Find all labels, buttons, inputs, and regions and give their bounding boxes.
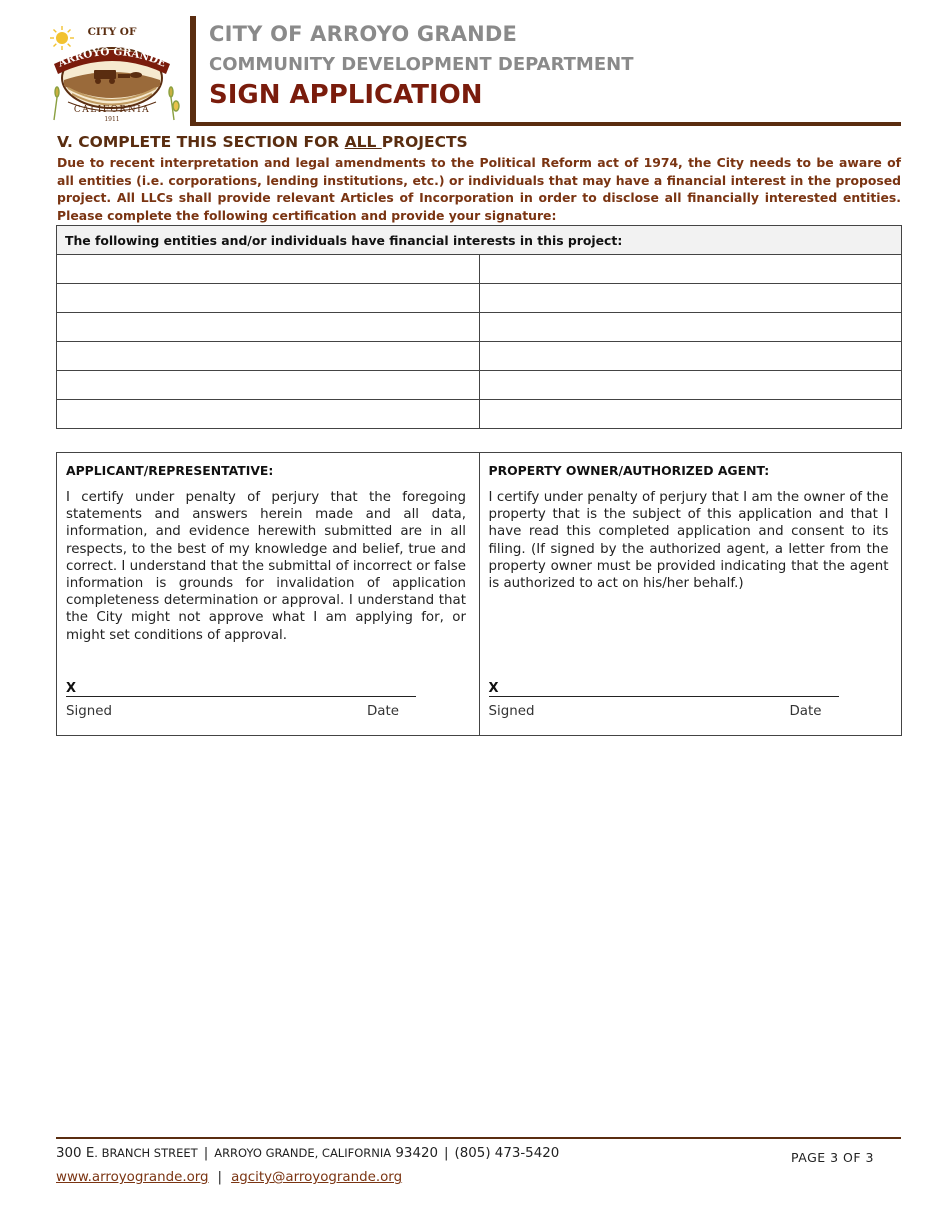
applicant-date-label: Date (367, 704, 400, 719)
applicant-signature-mark: X (66, 681, 77, 696)
seal-year: 1911 (104, 116, 120, 123)
financial-entity-field[interactable] (479, 284, 902, 313)
footer-phone: (805) 473-5420 (454, 1146, 560, 1161)
owner-certification-text: I certify under penalty of perjury that I am the owner of the property that is the subject of this application and that I have read this completed application and consent to its filing. (If signed by the authorized agent, a letter from the property owner must be provided indicating that the agent is authorized to act on his/her behalf.) (488, 490, 889, 592)
seal-banner-text: ARROYO GRANDE (56, 45, 168, 70)
footer-links: www.arroyogrande.org | agcity@arroyogrande.org (56, 1170, 403, 1185)
page-number: PAGE 3 OF 3 (791, 1150, 875, 1165)
table-row (57, 284, 902, 313)
section-heading-emphasis: ALL (344, 133, 382, 151)
city-name: CITY OF ARROYO GRANDE (209, 22, 518, 46)
financial-entity-field[interactable] (57, 255, 480, 284)
owner-title: PROPERTY OWNER/AUTHORIZED AGENT: (488, 463, 770, 478)
financial-entity-field[interactable] (57, 284, 480, 313)
applicant-signed-label: Signed (66, 704, 112, 719)
city-seal-logo (46, 20, 182, 124)
financial-entity-field[interactable] (479, 371, 902, 400)
financial-entity-field[interactable] (479, 313, 902, 342)
footer-zip: 93420 (395, 1146, 439, 1161)
financial-entity-field[interactable] (479, 400, 902, 429)
applicant-certification-box (57, 453, 480, 736)
certification-table (56, 452, 902, 736)
owner-signed-label: Signed (488, 704, 535, 719)
applicant-certification-text: I certify under penalty of perjury that the foregoing statements and answers herein made and all data, information, and evidence herewith submitted are in all respects, to the best of my knowledge and belief, true and correct. I understand that the submittal of incorrect or false information is grounds for invalidation of application completeness determination or approval. I understand that the City might not approve what I am applying for, or might set conditions of approval. (66, 490, 466, 643)
footer-city: ARROYO GRANDE, CALIFORNIA (214, 1146, 392, 1160)
applicant-signature-line[interactable] (66, 696, 416, 697)
footer-street-number: 300 E (56, 1146, 95, 1161)
footer-street: . BRANCH STREET (94, 1146, 198, 1160)
seal-bottom-text: CALIFORNIA (73, 105, 151, 115)
financial-entity-field[interactable] (57, 313, 480, 342)
header-horizontal-rule (190, 122, 901, 126)
owner-signature-line[interactable] (489, 696, 839, 697)
owner-signature-mark: X (488, 681, 499, 696)
table-row (57, 371, 902, 400)
section-heading (57, 133, 468, 151)
financial-entity-field[interactable] (57, 400, 480, 429)
sun-icon (50, 26, 74, 50)
owner-date-label: Date (789, 704, 822, 719)
financial-interest-table (56, 225, 902, 429)
page-title: SIGN APPLICATION (209, 80, 483, 110)
section-heading-pre: V. COMPLETE THIS SECTION FOR (57, 133, 345, 151)
applicant-title: APPLICANT/REPRESENTATIVE: (66, 463, 274, 478)
financial-table-header: The following entities and/or individuals have financial interests in this project: (57, 226, 902, 255)
financial-entity-field[interactable] (57, 371, 480, 400)
table-row (57, 400, 902, 429)
section-intro: Due to recent interpretation and legal amendments to the Political Reform act of 1974, the City needs to be aware of all entities (i.e. corporations, lending institutions, etc.) or individuals that may have a financial interest in the proposed project. All LLCs shall provide relevant Articles of Incorporation in order to disclose all financially interested entities. Please complete the following certification and provide your signature: (57, 155, 901, 223)
header-vertical-rule (190, 16, 196, 124)
footer-email-link[interactable]: agcity@arroyogrande.org (231, 1170, 403, 1185)
financial-entity-field[interactable] (479, 342, 902, 371)
owner-certification-box (479, 453, 902, 736)
footer-rule (56, 1137, 901, 1139)
footer-address: 300 E. BRANCH STREET | ARROYO GRANDE, CALIFORNIA 93420 | (805) 473-5420 (56, 1146, 560, 1161)
table-row (57, 342, 902, 371)
section-heading-post: PROJECTS (381, 133, 468, 151)
seal-top-text: CITY OF (87, 26, 137, 38)
financial-entity-field[interactable] (479, 255, 902, 284)
financial-entity-field[interactable] (57, 342, 480, 371)
footer-website-link[interactable]: www.arroyogrande.org (56, 1170, 209, 1185)
table-row (57, 313, 902, 342)
department-name: COMMUNITY DEVELOPMENT DEPARTMENT (209, 54, 634, 75)
table-row (57, 255, 902, 284)
